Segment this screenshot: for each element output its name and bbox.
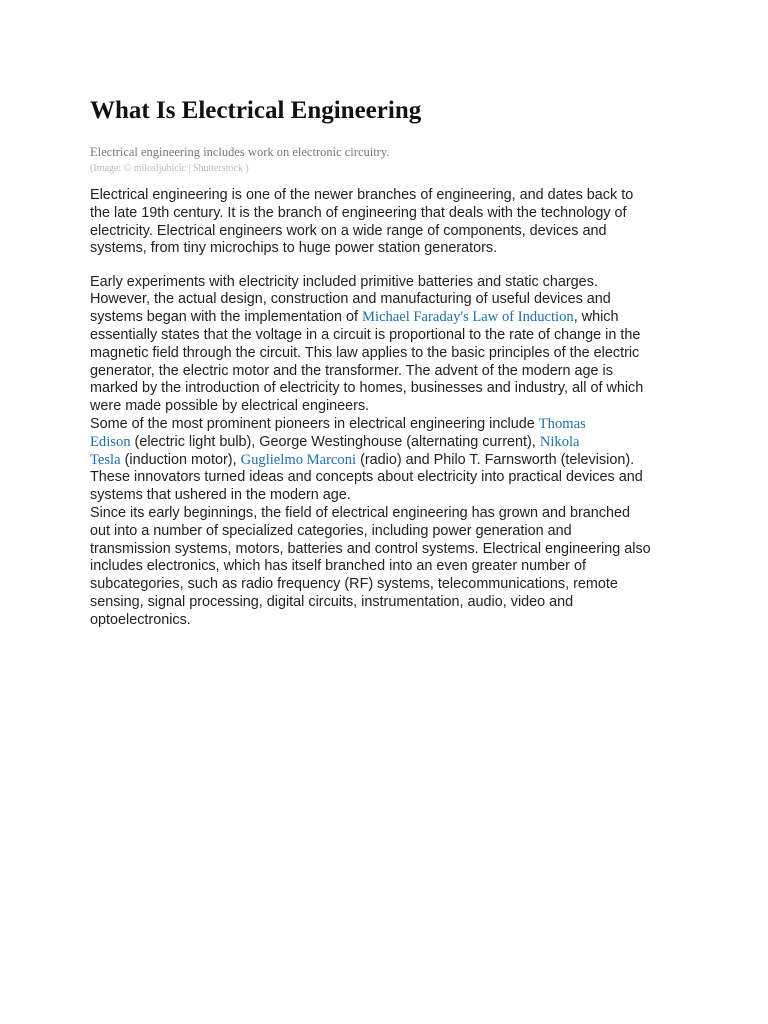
text-line: These innovators turned ideas and concepts about electricity into practical devices and: [90, 469, 643, 486]
text-line: sensing, signal processing, digital circuits, instrumentation, audio, video and: [90, 594, 574, 611]
link-nikola-tesla[interactable]: Nikola: [539, 433, 580, 450]
text-line: systems, from tiny microchips to huge power station generators.: [90, 240, 498, 257]
paragraph-pioneers: [90, 416, 690, 505]
text-line: (induction motor),: [120, 451, 241, 468]
text-line: optoelectronics.: [90, 611, 191, 628]
article-title: What Is Electrical Engineering: [90, 97, 422, 124]
text-line: the late 19th century. It is the branch of engineering that deals with the technology of: [90, 204, 627, 221]
text-line: magnetic field through the circuit. This law applies to the basic principles of the electric: [90, 344, 640, 361]
text-line: were made possible by electrical engineers.: [90, 398, 370, 415]
text-line: Electrical engineering is one of the newer branches of engineering, and dates back to: [90, 187, 634, 203]
text-line: electricity. Electrical engineers work on a wide range of components, devices and: [90, 222, 607, 239]
text-line: systems began with the implementation of: [90, 309, 362, 326]
text-line: Some of the most prominent pioneers in electrical engineering include: [90, 416, 539, 433]
text-line: subcategories, such as radio frequency (RF) systems, telecommunications, remote: [90, 576, 618, 593]
text-line: essentially states that the voltage in a circuit is proportional to the rate of change in the: [90, 327, 641, 344]
text-line: (electric light bulb), George Westinghouse (alternating current),: [130, 433, 540, 450]
link-guglielmo-marconi[interactable]: Guglielmo Marconi: [240, 451, 357, 468]
text-line: transmission systems, motors, batteries and control systems. Electrical engineering also: [90, 540, 651, 557]
text-line: However, the actual design, construction and manufacturing of useful devices and: [90, 291, 611, 308]
link-thomas-edison[interactable]: Thomas: [538, 416, 586, 433]
text-line: (radio) and Philo T. Farnsworth (television).: [356, 451, 635, 468]
text-line: generator, the electric motor and the transformer. The advent of the modern age is: [90, 362, 613, 379]
text-line: Since its early beginnings, the field of electrical engineering has grown and branched: [90, 505, 630, 522]
paragraph-history: [90, 274, 690, 416]
text-line: Early experiments with electricity included primitive batteries and static charges.: [90, 273, 598, 290]
link-nikola-tesla[interactable]: Tesla: [90, 451, 121, 468]
paragraph-branches: [90, 505, 690, 630]
text-line: out into a number of specialized categories, including power generation and: [90, 522, 572, 539]
text-line: systems that ushered in the modern age.: [90, 487, 351, 504]
article-body: [90, 187, 690, 630]
image-caption: Electrical engineering includes work on electronic circuitry.: [90, 145, 390, 159]
text-line: includes electronics, which has itself branched into an even greater number of: [90, 558, 586, 575]
image-credit: (Image: © milosljubicic | Shutterstock ): [90, 163, 249, 174]
link-faraday-law[interactable]: Michael Faraday's Law of Induction: [361, 309, 574, 326]
paragraph-intro: [90, 187, 690, 258]
text-line: , which: [573, 309, 619, 326]
link-thomas-edison[interactable]: Edison: [90, 433, 131, 450]
text-line: marked by the introduction of electricity to homes, businesses and industry, all of which: [90, 380, 644, 397]
